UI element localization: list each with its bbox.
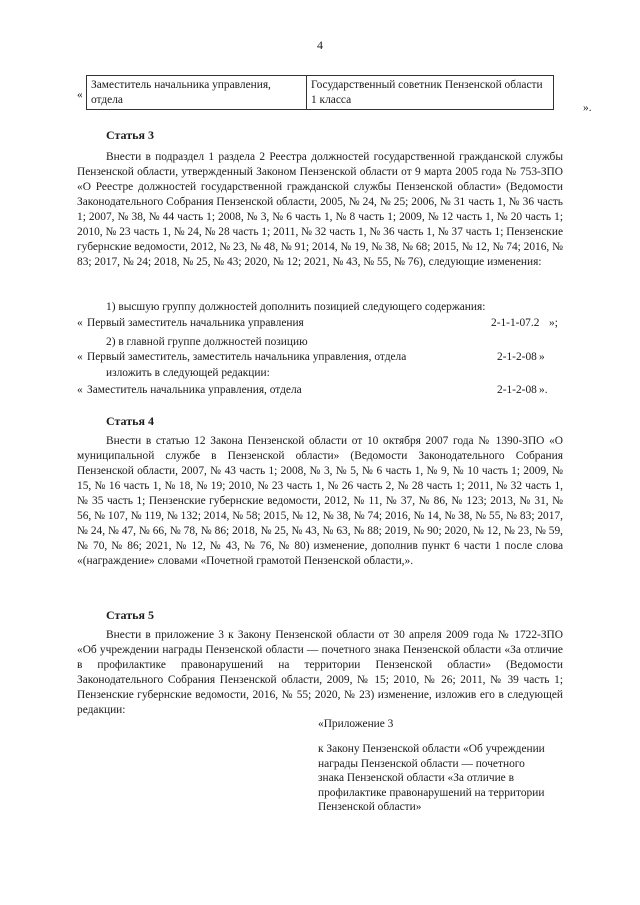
open-quote: « [77,384,83,396]
position-name: Первый заместитель, заместитель начальника управления, отдела [87,351,407,363]
article-3-item-2: 2) в главной группе должностей позицию [106,336,308,348]
position-code: 2-1-1-07.2 [491,317,540,329]
position-line-2 [77,350,567,365]
table-close-quote: ». [583,102,592,114]
article-3-item-2-rewrite: изложить в следующей редакции: [106,367,270,379]
article-4-heading: Статья 4 [106,414,154,428]
close-quote: » [539,351,545,363]
appendix-title: «Приложение 3 [318,718,394,730]
table-open-quote: « [77,89,83,101]
position-name: Первый заместитель начальника управления [87,317,304,329]
article-5-heading: Статья 5 [106,608,154,622]
table-row [87,76,554,110]
position-name: Заместитель начальника управления, отдела [87,384,302,396]
article-3-heading: Статья 3 [106,128,154,142]
table-cell-position: Заместитель начальника управления, отдела [87,76,307,110]
article-3-item-1: 1) высшую группу должностей дополнить позицией следующего содержания: [106,301,486,313]
position-table [86,75,554,110]
page-number: 4 [317,38,323,52]
position-code: 2-1-2-08 [497,351,537,363]
position-line-3 [77,383,567,398]
open-quote: « [77,351,83,363]
article-3-text: Внести в подраздел 1 раздела 2 Реестра должностей государственной гражданской службы Пензенской области, утвержденный Законом Пензенской области от 9 марта 2005 года № 753-ЗПО «О Реестре должностей государственной гражданской службы Пензенской области» (Ведомости Законодательного Собрания Пензенской области, 2005, № 24, № 25; 2006, № 31 часть 1, № 36 часть 1; 2007, № 38, № 44 часть 1; 2008, № 3, № 6 часть 1, № 8 часть 1; 2009, № 12 часть 1, № 20 часть 1; 2010, № 23 часть 1, № 24, № 28 часть 1; 2011, № 32 часть 1, № 36 часть 1, № 37 часть 1; Пензенские губернские ведомости, 2012, № 23, № 48, № 91; 2014, № 19, № 38, № 68; 2015, № 12, № 74; 2016, № 83; 2017, № 24; 2018, № 25, № 43; 2020, № 12; 2021, № 43, № 55, № 76), следующие изменения: [77,151,563,268]
appendix-reference: к Закону Пензенской области «Об учреждении награды Пензенской области — почетного знака Пензенской области «За отличие в профилактике правонарушений на территории Пензенской области» [318,743,545,813]
open-quote: « [77,317,83,329]
close-quote: ». [539,384,548,396]
article-4-text: Внести в статью 12 Закона Пензенской области от 10 октября 2007 года № 1390-ЗПО «О муниципальной службе в Пензенской области» (Ведомости Законодательного Собрания Пензенской области, 2007, № 43 часть 1; 2008, № 3, № 5, № 6 часть 1, № 9, № 10 часть 1; 2009, № 15, № 16 часть 1, № 18, № 19; 2010, № 23 часть 1, № 26 часть 2, № 28 часть 1; 2011, № 32 часть 1, № 35 часть 1; Пензенские губернские ведомости, 2012, № 11, № 37, № 86, № 123; 2013, № 31, № 56, № 107, № 119, № 132; 2014, № 58; 2015, № 12, № 38, № 74; 2016, № 14, № 38, № 55, № 83; 2017, № 24, № 47, № 66, № 78, № 86; 2018, № 25, № 43, № 63, № 88; 2019, № 90; 2020, № 12, № 23, № 59, № 70, № 86; 2021, № 12, № 43, № 76, № 80) изменение, дополнив пункт 6 части 1 после слова «(награждение» словами «Почетной грамотой Пензенской области,». [77,435,563,567]
article-5-text: Внести в приложение 3 к Закону Пензенской области от 30 апреля 2009 года № 1722-ЗПО «Об учреждении награды Пензенской области — почетного знака Пензенской области «За отличие в профилактике правонарушений на территории Пензенской области» (Ведомости Законодательного Собрания Пензенской области, 2009, № 15; 2010, № 26; 2011, № 39 часть 1; Пензенские губернские ведомости, 2016, № 55; 2020, № 23) изменение, изложив его в следующей редакции: [77,629,563,716]
position-line-1 [77,316,567,331]
table-cell-rank: Государственный советник Пензенской области 1 класса [307,76,554,110]
close-quote: »; [549,317,558,329]
position-code: 2-1-2-08 [497,384,537,396]
